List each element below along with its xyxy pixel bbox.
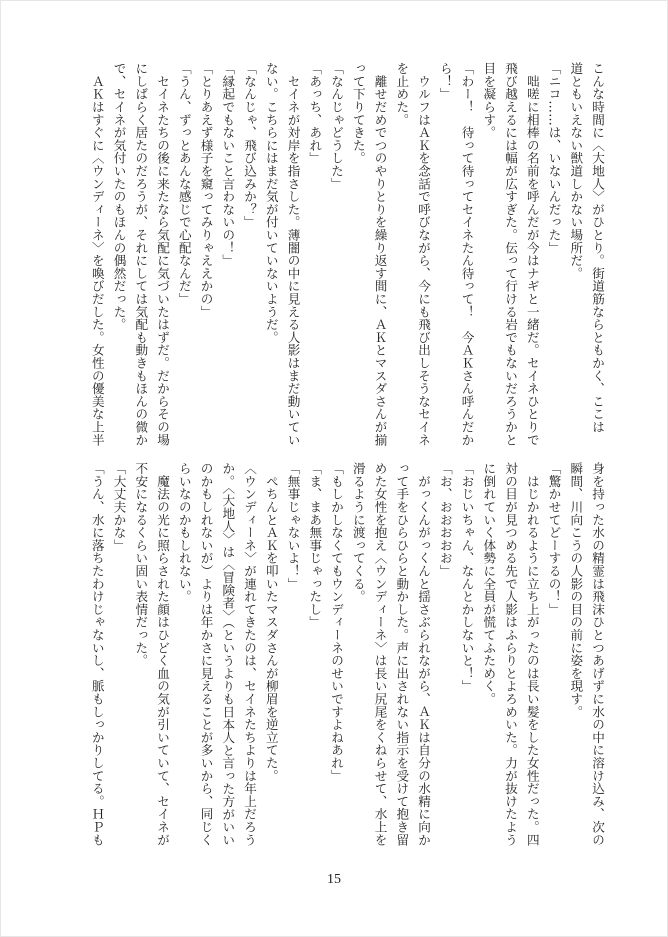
text-line: 「なんじゃ、飛び込みか？」: [242, 62, 257, 229]
text-line: 「ニコ……は、いないんだった」: [546, 62, 562, 254]
text-line: セイネが対岸を指さした。薄闇の中に見える人影はまだ動いてい: [285, 62, 301, 446]
text-line: 「わー！ 待って待ってセイネたん待って！ 今ＡＫさん呼んだか: [459, 62, 475, 446]
text-line: に倒れていく体勢に全員が慌てふためく。: [481, 462, 497, 706]
text-line: って手をひらひらと動かした。声に出されない指示を受けて抱き留: [394, 462, 410, 846]
text-line: らいなのかもしれない。: [176, 462, 192, 603]
text-line: 「なんじゃどうした」: [329, 62, 344, 190]
text-line: ＡＫはすぐに〈ウンディーネ〉を喚びだした。女性の優美な上半: [89, 62, 105, 446]
text-line: ウルフはＡＫを念話で呼びながら、今にも飛び出しそうなセイネ: [416, 62, 431, 446]
text-line: めた女性を抱え〈ウンディーネ〉は長い尻尾をくねらせて、水上を: [372, 462, 388, 846]
text-line: セイネたちの後に来たなら気配に気づいたはずだ。だからその場: [155, 62, 170, 446]
text-line: を止めた。: [394, 62, 410, 126]
upper-text-block: [84, 62, 608, 446]
text-line: 目を凝らす。: [481, 62, 497, 139]
text-line: 「無事じゃないよ！」: [285, 462, 301, 590]
text-line: はじかれるように立ち上がったのは長い髪をした女性だった。四: [524, 462, 540, 846]
text-line: か。〈大地人〉は〈冒険者〉（というよりも日本人と言った方がいい: [220, 462, 236, 847]
text-line: 「うん、水に落ちたわけじゃないし、脈もしっかりしてる。ＨＰも: [89, 462, 105, 846]
text-line: 〈ウンディーネ〉が連れてきたのは、セイネたちよりは年上だろう: [242, 462, 257, 846]
text-line: がっくんがっくんと揺さぶられながら、ＡＫは自分の水精に向か: [416, 462, 431, 846]
text-line: のかもしれないが）よりは年かさに見えることが多いから、同じく: [198, 462, 214, 846]
text-line: ぺちんとＡＫを叩いたマスダさんが柳眉を逆立てた。: [263, 462, 279, 782]
text-line: 瞬間、川向こうの人影の目の前に姿を現す。: [568, 462, 584, 718]
text-line: 対の目が見つめる先で人影はふらりとよろめいた。力が抜けたよう: [503, 462, 518, 846]
text-line: 滑るように渡ってくる。: [350, 462, 366, 603]
text-line: 「もしかしなくてもウンディーネのせいですよねあれ」: [329, 462, 344, 782]
text-line: にしばらく居たのだろうが、それにしては気配も動きもほんの微か: [133, 62, 149, 446]
text-line: 飛び越えるには幅が広すぎた。伝って行ける岩でもないだろうかと: [503, 62, 518, 446]
text-line: ない。こちらにはまだ気が付いていないようだ。: [263, 62, 279, 344]
text-line: ら！」: [437, 62, 453, 101]
text-line: 「とりあえず様子を窺ってみりゃええかの」: [198, 62, 214, 318]
page-number: 15: [327, 872, 341, 887]
text-line: 「縁起でもないこと言わないの！」: [220, 62, 236, 267]
text-line: 不安になるくらい固い表情だった。: [133, 462, 149, 667]
text-line: 「ま、まあ無事じゃったし」: [307, 462, 323, 629]
text-line: で、セイネが気付いたのもほんの偶然だった。: [111, 62, 127, 331]
text-line: 「お、おおおおお」: [437, 462, 453, 578]
text-line: 離せだめでつのやりとりを繰り返す間に、ＡＫとマスダさんが揃: [372, 62, 388, 446]
text-line: 咄嗟に相棒の名前を呼んだが今はナギと一緒だ。セイネひとりで: [524, 62, 540, 446]
text-line: こんな時間に〈大地人〉がひとり。街道筋ならともかく、ここは: [590, 62, 605, 434]
text-line: 身を持った水の精霊は飛沫ひとつあげずに水の中に溶け込み、次の: [590, 462, 605, 846]
text-line: 道ともいえない獣道しかない場所だ。: [568, 62, 584, 280]
lower-text-block: [84, 462, 608, 846]
text-line: 「おじいちゃん、なんとかしないと！」: [459, 462, 475, 693]
text-line: 「うん、ずっとあんな感じで心配なんだ」: [176, 62, 192, 306]
text-line: 魔法の光に照らされた顔はひどく血の気が引いていて、セイネが: [155, 462, 170, 846]
text-line: って下りてきた。: [350, 62, 366, 165]
text-line: 「大丈夫かな」: [111, 462, 127, 552]
text-line: 「あっち、あれ」: [307, 62, 323, 165]
text-line: 「驚かせてどーするの！」: [546, 462, 562, 616]
